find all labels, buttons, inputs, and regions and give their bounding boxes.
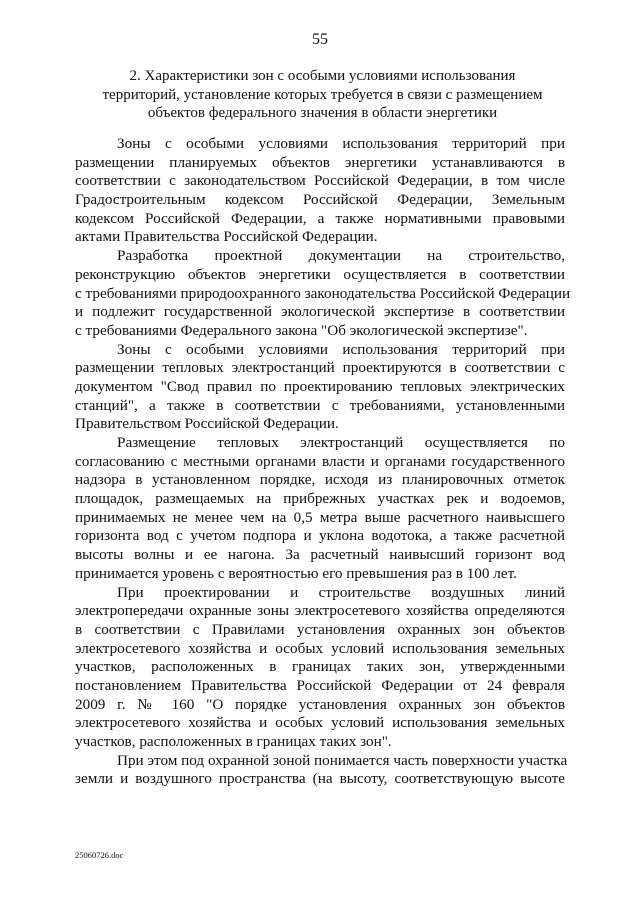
text-line: участков, расположенных в границах таких зон". bbox=[75, 733, 392, 750]
text-line: электросетевого хозяйства и особых условий использования земельных bbox=[75, 714, 565, 732]
heading-line: 2. Характеристики зон с особыми условиями использования bbox=[129, 68, 516, 84]
text-line: согласованию с местными органами власти и органами государственного bbox=[75, 452, 565, 470]
text-line: документом "Свод правил по проектированию тепловых электрических bbox=[75, 377, 565, 395]
text-line: размещении планируемых объектов энергетики устанавливаются в bbox=[75, 153, 565, 171]
text-line: Размещение тепловых электростанций осуществляется по bbox=[117, 434, 565, 451]
text-line: 2009 г. № 160 "О порядке установления охранных зон объектов bbox=[75, 695, 565, 713]
paragraph bbox=[75, 341, 565, 434]
text-line: станций", а также в соответствии с требованиями, установленными bbox=[75, 396, 565, 414]
text-line: принимается уровень с вероятностью его превышения раз в 100 лет. bbox=[75, 564, 517, 582]
text-line: постановлением Правительства Российской Федерации от 24 февраля bbox=[75, 676, 565, 694]
text-line: При этом под охранной зоной понимается часть поверхности участка bbox=[117, 751, 568, 769]
paragraph bbox=[75, 584, 565, 752]
text-line: электропередачи охранные зоны электросетевого хозяйства определяются bbox=[75, 602, 565, 620]
text-line: Разработка проектной документации на строительство, bbox=[117, 247, 565, 265]
text-line: соответствии с законодательством Российской Федерации, в том числе bbox=[75, 172, 565, 190]
text-line: принимаемых не менее чем на 0,5 метра выше расчетного наивысшего bbox=[75, 508, 565, 526]
file-name-footer: 25060726.doc bbox=[75, 850, 124, 860]
paragraph bbox=[75, 751, 568, 789]
text-line: При проектировании и строительстве воздушных линий bbox=[117, 583, 565, 601]
text-line: надзора в установленном порядке, исходя из планировочных отметок bbox=[75, 471, 565, 489]
paragraph bbox=[75, 247, 571, 340]
text-line: и подлежит государственной экологической экспертизе в соответствии bbox=[75, 303, 565, 321]
text-line: актами Правительства Российской Федерации. bbox=[75, 228, 378, 246]
page-number: 55 bbox=[312, 31, 328, 48]
text-line: земли и воздушного пространства (на высоту, соответствующую высоте bbox=[75, 770, 565, 788]
text-line: с требованиями природоохранного законодательства Российской Федерации bbox=[75, 284, 571, 302]
text-line: размещении тепловых электростанций проектируются в соответствии с bbox=[75, 359, 565, 377]
text-line: Зоны с особыми условиями использования территорий при bbox=[117, 135, 565, 152]
heading-line: территорий, установление которых требуется в связи с размещением bbox=[102, 86, 543, 103]
paragraph bbox=[75, 434, 565, 584]
text-line: Градостроительным кодексом Российской Федерации, Земельным bbox=[75, 191, 565, 209]
text-line: участков, расположенных в границах таких зон, утвержденными bbox=[75, 658, 565, 676]
paragraph bbox=[75, 135, 565, 247]
document-body bbox=[75, 135, 571, 789]
text-line: Правительством Российской Федерации. bbox=[75, 415, 339, 433]
text-line: реконструкцию объектов энергетики осуществляется в соответствии bbox=[75, 265, 565, 283]
text-line: горизонта вод с учетом подпора и уклона водотока, а также расчетной bbox=[75, 527, 565, 545]
text-line: с требованиями Федерального закона "Об экологической экспертизе". bbox=[75, 321, 528, 339]
heading-line: объектов федерального значения в области энергетики bbox=[147, 105, 498, 121]
text-line: в соответствии с Правилами установления охранных зон объектов bbox=[75, 620, 565, 638]
text-line: площадок, размещаемых на прибрежных участках рек и водоемов, bbox=[75, 490, 565, 508]
text-line: кодексом Российской Федерации, а также нормативными правовыми bbox=[75, 209, 565, 227]
text-line: Зоны с особыми условиями использования территорий при bbox=[117, 340, 565, 358]
text-line: электросетевого хозяйства и особых условий использования земельных bbox=[75, 639, 565, 657]
text-line: высоты волны и ее нагона. За расчетный наивысший горизонт вод bbox=[75, 546, 565, 564]
section-heading bbox=[75, 67, 570, 123]
